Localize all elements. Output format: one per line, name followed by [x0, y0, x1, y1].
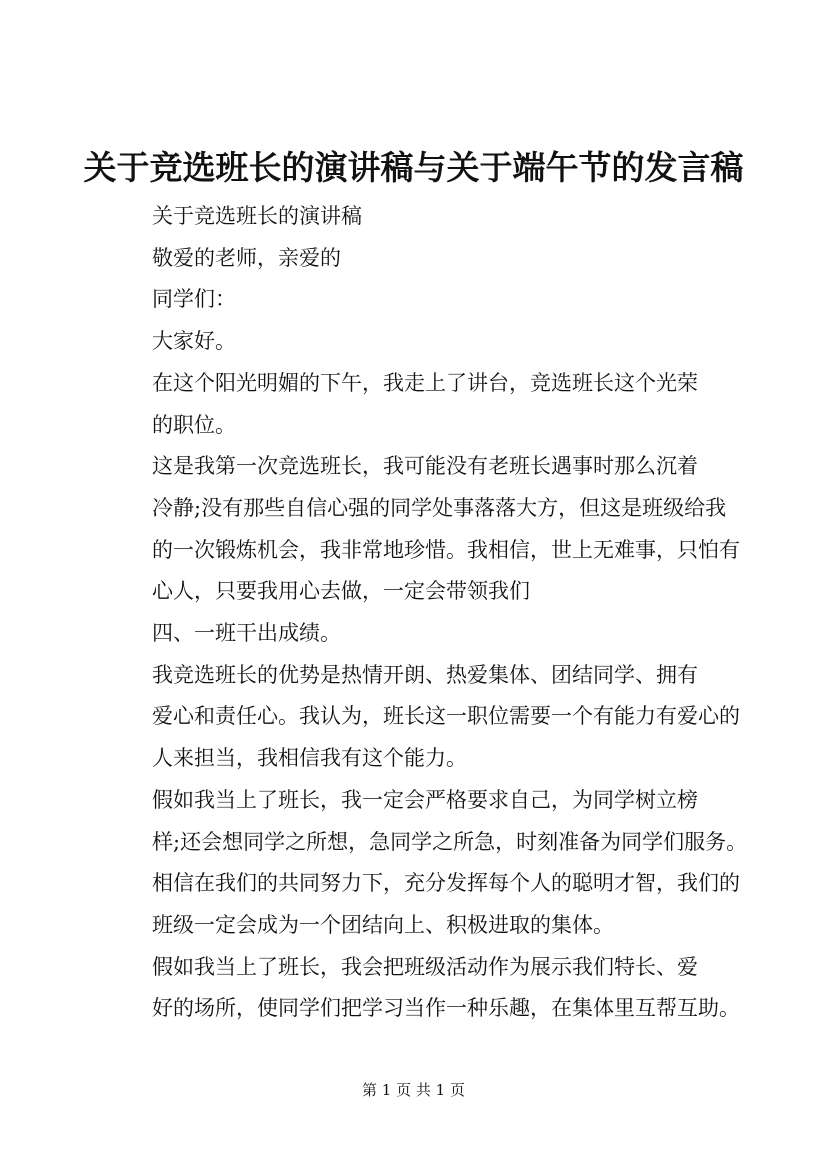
text-line: 好的场所，使同学们把学习当作一种乐趣，在集体里互帮互助。 — [152, 996, 740, 1021]
paragraph — [110, 196, 750, 238]
text-line: 敬爱的老师，亲爱的 — [152, 245, 341, 270]
paragraph — [110, 363, 750, 446]
text-line: 关于竞选班长的演讲稿 — [152, 204, 362, 228]
paragraph — [110, 279, 750, 321]
paragraph — [110, 238, 750, 280]
text-line: 人来担当，我相信我有这个能力。 — [152, 746, 467, 771]
text-line: 同学们： — [152, 287, 236, 312]
text-line: 在这个阳光明媚的下午，我走上了讲台，竞选班长这个光荣 — [152, 370, 698, 395]
paragraph — [110, 655, 750, 780]
text-line: 假如我当上了班长，我一定会严格要求自己，为同学树立榜 — [152, 787, 698, 812]
text-line: 相信在我们的共同努力下，充分发挥每个人的聪明才智，我们的 — [152, 871, 740, 896]
text-line: 假如我当上了班长，我会把班级活动作为展示我们特长、爱 — [152, 954, 698, 979]
text-line: 的一次锻炼机会，我非常地珍惜。我相信，世上无难事，只怕有 — [152, 537, 740, 562]
document-body — [110, 196, 750, 1030]
text-line: 四、一班干出成绩。 — [152, 621, 341, 646]
paragraph — [110, 446, 750, 613]
paragraph — [110, 947, 750, 1030]
text-line: 样;还会想同学之所想，急同学之所急，时刻准备为同学们服务。 — [152, 829, 748, 854]
paragraph — [110, 321, 750, 363]
text-line: 我竞选班长的优势是热情开朗、热爱集体、团结同学、拥有 — [152, 662, 698, 687]
text-line: 这是我第一次竞选班长，我可能没有老班长遇事时那么沉着 — [152, 454, 698, 479]
text-line: 爱心和责任心。我认为，班长这一职位需要一个有能力有爱心的 — [152, 704, 740, 729]
text-line: 班级一定会成为一个团结向上、积极进取的集体。 — [152, 912, 614, 937]
paragraph — [110, 613, 750, 655]
text-line: 的职位。 — [152, 412, 236, 437]
paragraph — [110, 780, 750, 947]
document-title: 关于竞选班长的演讲稿与关于端午节的发言稿 — [83, 148, 744, 187]
text-line: 大家好。 — [152, 329, 236, 354]
page-number-footer: 第 1 页 共 1 页 — [362, 1081, 465, 1099]
text-line: 冷静;没有那些自信心强的同学处事落落大方，但这是班级给我 — [152, 495, 727, 520]
text-line: 心人，只要我用心去做，一定会带领我们 — [152, 579, 530, 604]
